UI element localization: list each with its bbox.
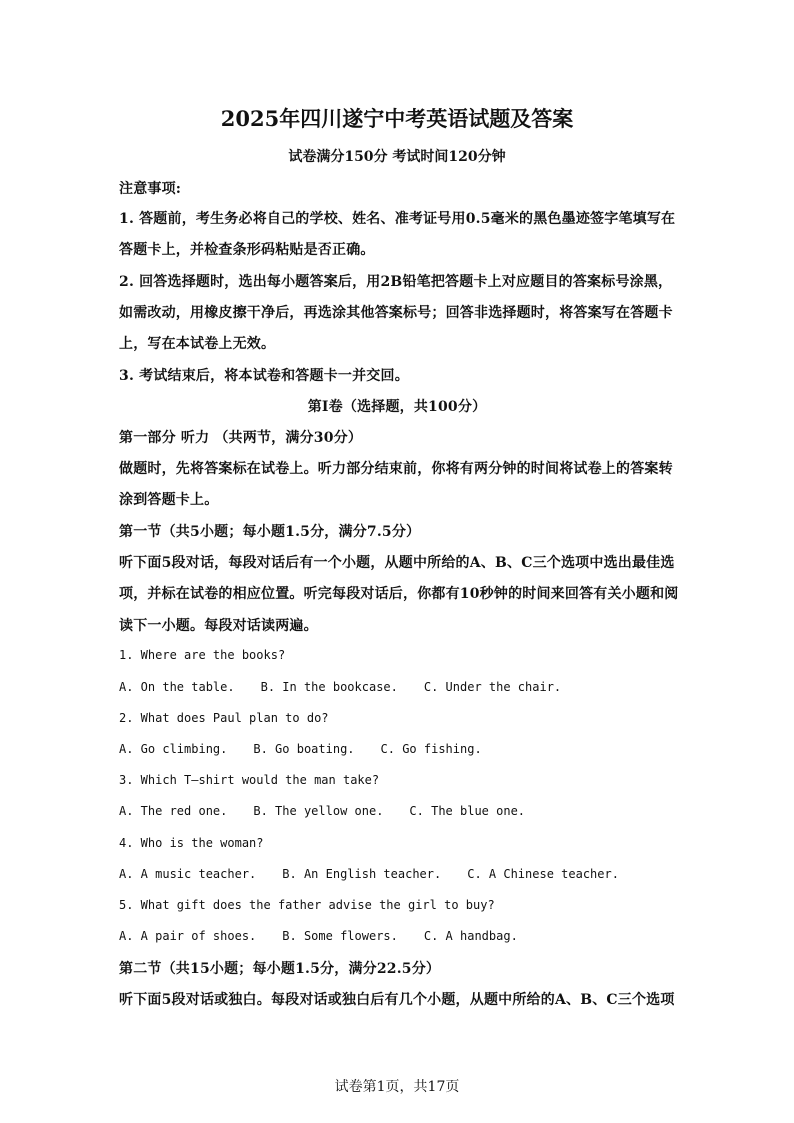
notice-line: 1. 答题前，考生务必将自己的学校、姓名、准考证号用0.5毫米的黑色墨迹签字笔填写在: [119, 211, 676, 227]
section2-title: 第二节（共15小题；每小题1.5分，满分22.5分）: [119, 961, 441, 977]
question-options: [119, 680, 587, 694]
section1-intro-line: 项，并标在试卷的相应位置。听完每段对话后，你都有10秒钟的时间来回答有关小题和阅: [119, 586, 679, 602]
notice-line: 3. 考试结束后，将本试卷和答题卡一并交回。: [119, 368, 409, 384]
page-footer: 试卷第1页，共17页: [334, 1079, 460, 1095]
question-options: [119, 867, 645, 881]
part-intro-line: 做题时，先将答案标在试卷上。听力部分结束前，你将有两分钟的时间将试卷上的答案转: [119, 461, 673, 477]
document-title: 2025年四川遂宁中考英语试题及答案: [220, 106, 574, 131]
part-title: 第一部分 听力 （共两节，满分30分）: [119, 430, 363, 446]
question-options: [119, 929, 544, 943]
option-b: B. Some flowers.: [282, 929, 398, 943]
option-b: B. In the bookcase.: [260, 680, 398, 694]
option-c: C. Go fishing.: [380, 742, 482, 756]
question-text: 1. Where are the books?: [119, 648, 286, 662]
notice-line: 答题卡上，并检查条形码粘贴是否正确。: [119, 242, 375, 258]
question-text: 3. Which T—shirt would the man take?: [119, 773, 380, 787]
option-c: C. Under the chair.: [423, 680, 562, 694]
option-a: A. Go climbing.: [119, 742, 228, 756]
option-b: B. An English teacher.: [282, 867, 442, 881]
notice-line: 2. 回答选择题时，选出每小题答案后，用2B铅笔把答题卡上对应题目的答案标号涂黑，: [119, 274, 673, 290]
option-c: C. A handbag.: [423, 929, 518, 943]
question-text: 4. Who is the woman?: [119, 836, 264, 850]
question-text: 2. What does Paul plan to do?: [119, 711, 329, 725]
option-b: B. Go boating.: [253, 742, 355, 756]
option-b: B. The yellow one.: [253, 804, 384, 818]
part-intro-line: 涂到答题卡上。: [119, 492, 219, 508]
option-a: A. A music teacher.: [119, 867, 257, 881]
section1-intro-line: 听下面5段对话，每段对话后有一个小题，从题中所给的A、B、C三个选项中选出最佳选: [119, 555, 675, 571]
question-options: [119, 742, 508, 756]
question-options: [119, 804, 551, 818]
option-c: C. A Chinese teacher.: [467, 867, 619, 881]
section1-title: 第一节（共5小题；每小题1.5分，满分7.5分）: [119, 524, 421, 540]
option-c: C. The blue one.: [409, 804, 526, 818]
volume-title: 第I卷（选择题，共100分）: [307, 399, 487, 415]
option-a: A. A pair of shoes.: [119, 929, 257, 943]
notice-heading: 注意事项:: [119, 181, 182, 197]
section1-intro-line: 读下一小题。每段对话读两遍。: [119, 618, 318, 634]
option-a: A. On the table.: [119, 680, 235, 694]
notice-line: 如需改动，用橡皮擦干净后，再选涂其他答案标号；回答非选择题时，将答案写在答题卡: [119, 305, 673, 321]
exam-info: 试卷满分150分 考试时间120分钟: [288, 149, 506, 165]
notice-line: 上，写在本试卷上无效。: [119, 336, 276, 352]
question-text: 5. What gift does the father advise the girl to buy?: [119, 898, 495, 912]
option-a: A. The red one.: [119, 804, 228, 818]
section2-intro-line: 听下面5段对话或独白。每段对话或独白后有几个小题，从题中所给的A、B、C三个选项: [119, 992, 675, 1008]
